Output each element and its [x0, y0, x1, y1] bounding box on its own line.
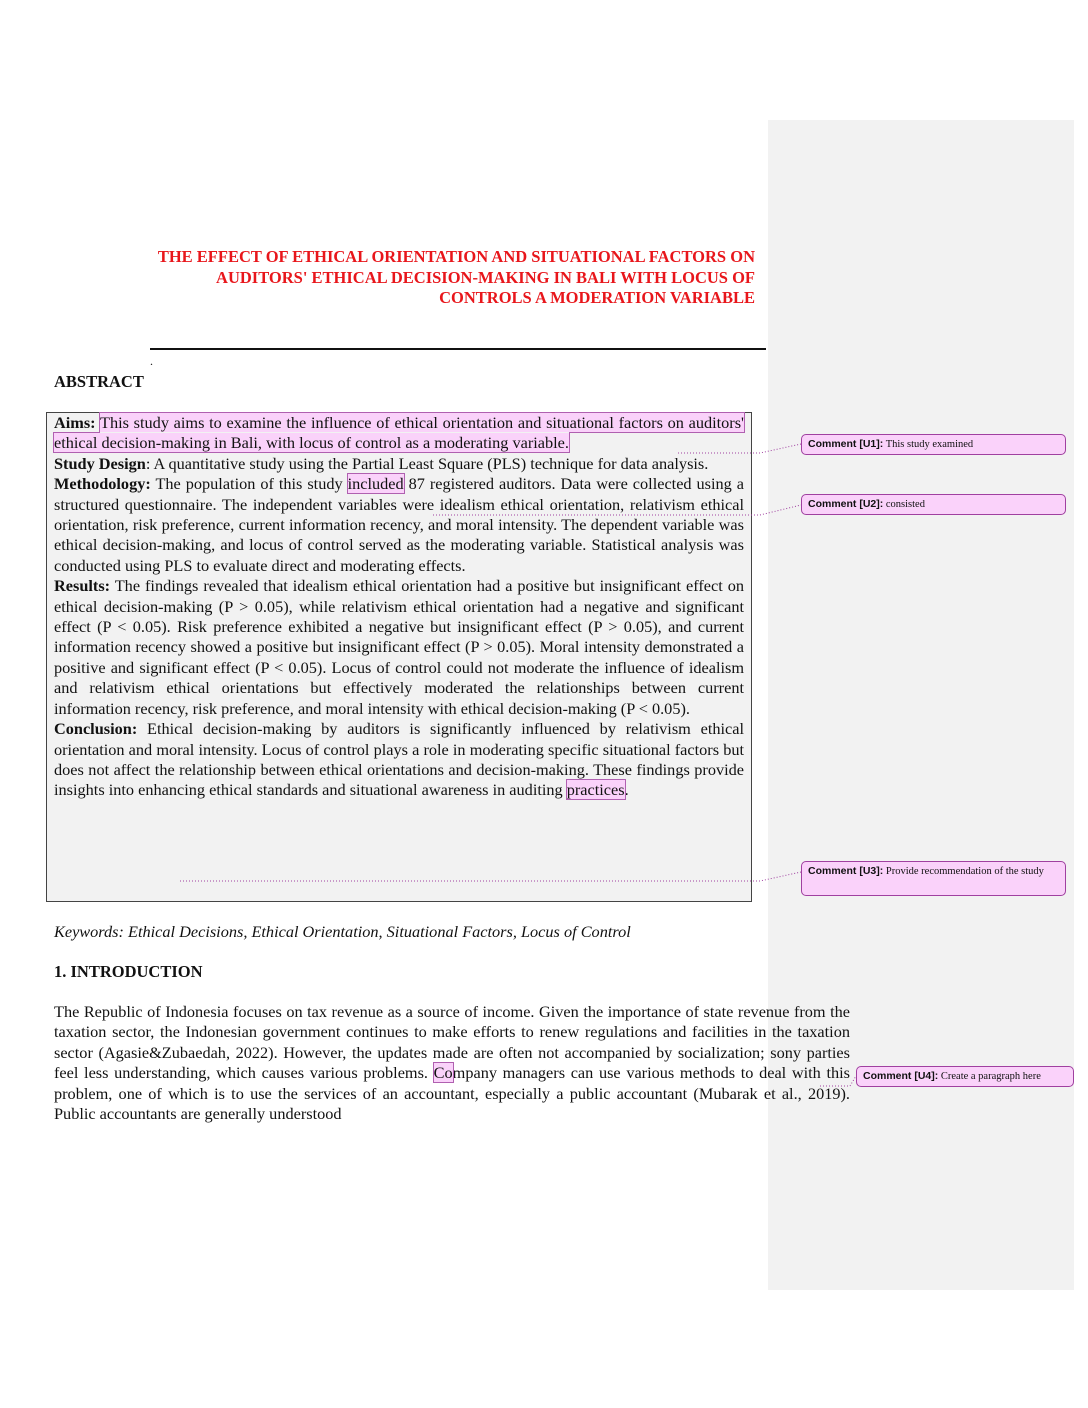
comment-u3[interactable] — [801, 861, 1066, 896]
keywords: Keywords: Ethical Decisions, Ethical Orientation, Situational Factors, Locus of Control — [54, 922, 631, 941]
intro-text: The Republic of Indonesia focuses on tax revenue as a source of income. Given the importance of state revenue from the taxation sector, the Indonesian government continues to make efforts to renew regulations and facilities in the taxation sector (Agasie&Zubaedah, 2022). However, the updates made are often not accompanied by socialization; sony parties feel less understanding, which causes various problems. — [54, 1002, 850, 1083]
connector-u2 — [433, 505, 801, 515]
methodology-text: The population of this study — [150, 474, 348, 494]
connector-u4 — [820, 1076, 856, 1086]
comment-highlight-u2[interactable]: included — [347, 474, 404, 494]
comment-highlight-u4[interactable]: Co — [433, 1063, 453, 1083]
methodology-label: Methodology: — [54, 474, 151, 494]
dot: . — [150, 354, 153, 368]
conclusion-end: . — [624, 780, 629, 800]
results-label: Results: — [54, 576, 111, 596]
connector-u3 — [180, 872, 801, 881]
comment-text: This study examined — [885, 439, 974, 450]
comment-u2[interactable] — [801, 494, 1066, 515]
aims-label: Aims: — [54, 413, 96, 432]
introduction-heading: 1. INTRODUCTION — [54, 962, 203, 981]
conclusion-text: Ethical decision-making by auditors is significantly influenced by relativism ethical orientation and moral intensity. Locus of control plays a role in moderating specific situational factors but does not affect the relationship between ethical orientations and decision-making. These findings provide insights into enhancing ethical standards and situational awareness in auditing — [54, 719, 744, 800]
design-label: Study Design — [54, 453, 146, 473]
comment-label: Comment [U4]: — [863, 1070, 939, 1082]
comment-highlight-u1[interactable]: This study aims to examine the influence of ethical orientation and situational factors on auditors' ethical decision-making in Bali, with locus of control as a moderating variable. — [54, 413, 744, 453]
comment-text: Create a paragraph here — [940, 1071, 1041, 1082]
methodology-text-rest: 87 registered auditors. Data were collected using a structured questionnaire. The independent variables were idealism ethical orientation, relativism ethical orientation, risk preference, current information recency, and moral intensity. The dependent variable was ethical decision-making, and locus of control served as the moderating variable. Statistical analysis was conducted using PLS to evaluate direct and moderating effects. — [54, 474, 744, 575]
comment-label: Comment [U3]: — [808, 865, 884, 877]
conclusion-label: Conclusion: — [54, 719, 138, 739]
design-text: : A quantitative study using the Partial Least Square (PLS) technique for data analysis. — [145, 453, 709, 473]
connector-u1 — [678, 444, 801, 453]
comment-label: Comment [U1]: — [808, 438, 884, 450]
intro-text-rest: mpany managers can use various methods to deal with this problem, one of which is to use the services of an accountant, especially a public accountant (Mubarak et al., 2019). Public accountants are generally understood — [54, 1063, 850, 1124]
comment-u4[interactable] — [856, 1066, 1074, 1087]
results-text: The findings revealed that idealism ethical orientation had a positive but insignificant effect on ethical decision-making (P > 0.05), while relativism ethical orientation had a negative and significant effect (P < 0.05). Risk preference exhibited a negative but insignificant effect (P > 0.05), and current information recency showed a positive but insignificant effect (P > 0.05). Moral intensity demonstrated a positive and significant effect (P < 0.05). Locus of control could not moderate the influence of idealism and relativism ethical orientations but effectively moderated the relationships between current information recency, risk preference, and moral intensity with ethical decision-making (P < 0.05). — [54, 576, 744, 718]
comment-u1[interactable] — [801, 434, 1066, 455]
paper-title: THE EFFECT OF ETHICAL ORIENTATION AND SITUATIONAL FACTORS ON AUDITORS' ETHICAL DECISION-MAKING IN BALI WITH LOCUS OF CONTROLS A MODERATION VARIABLE — [157, 247, 755, 307]
comment-label: Comment [U2]: — [808, 498, 884, 510]
comment-text: Provide recommendation of the study — [885, 866, 1044, 877]
abstract-heading: ABSTRACT — [54, 372, 144, 391]
comment-highlight-u3[interactable]: practices — [566, 780, 625, 800]
comment-text: consisted — [885, 499, 925, 510]
